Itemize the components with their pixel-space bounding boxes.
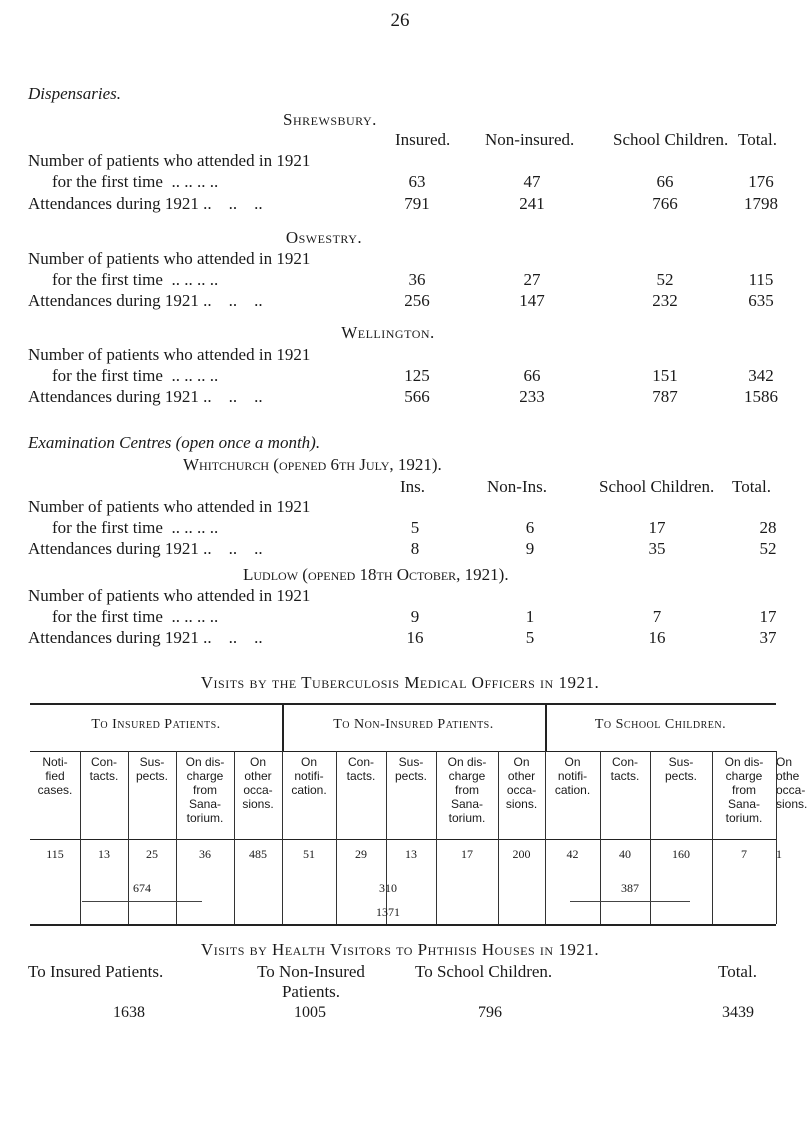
col-total: Total.	[732, 477, 771, 496]
shrewsbury-title: Shrewsbury.	[283, 110, 377, 129]
rule	[30, 703, 776, 705]
value-cell: 176	[748, 172, 774, 191]
section-title: Dispensaries.	[28, 84, 122, 103]
col-non-insured: Non-insured.	[485, 130, 575, 149]
hv-col: To School Children.	[415, 962, 553, 981]
value-cell: 342	[748, 366, 774, 385]
value-cell: 47	[523, 172, 541, 191]
column-header: On other occa- sions.	[242, 755, 274, 811]
hv-value: 3439	[722, 1004, 754, 1021]
col-total: Total.	[738, 130, 777, 149]
value-cell: 17	[759, 607, 777, 626]
column-rule	[498, 751, 499, 924]
value-cell: 35	[648, 539, 666, 558]
table-cell: 13	[405, 847, 417, 861]
column-rule	[545, 751, 546, 924]
row-label: Number of patients who attended in 1921	[28, 586, 311, 605]
table-cell: 17	[461, 847, 473, 861]
row-label: for the first time .. .. .. ..	[52, 172, 219, 191]
table-cell: 485	[249, 847, 267, 861]
subtotal-brace	[82, 897, 202, 902]
value-cell: 256	[404, 291, 430, 310]
column-header: Sus- pects.	[394, 755, 427, 783]
table-cell: 25	[146, 847, 158, 861]
group-insured: To Insured Patients.	[91, 717, 221, 732]
value-cell: 5	[410, 518, 420, 537]
subtotal-school: 387	[621, 881, 639, 895]
value-cell: 635	[748, 291, 774, 310]
table-cell: 36	[199, 847, 211, 861]
value-cell: 566	[404, 387, 430, 406]
value-cell: 16	[406, 628, 424, 647]
value-cell: 9	[410, 607, 420, 626]
table-cell: 7	[741, 847, 747, 861]
value-cell: 5	[525, 628, 535, 647]
health-visitors-title: Visits by Health Visitors to Phthisis Houses in 1921.	[200, 940, 600, 959]
hv-col: To Insured Patients.	[28, 962, 164, 981]
whitchurch-title: Whitchurch (opened 6th July, 1921).	[183, 455, 442, 474]
visits-table: To Insured Patients. To Non-Insured Patients. To School Children. Noti- fied cases. 115 Con- tacts. 13 Sus- pects. 25 On dis- charge from Sana- torium. 36 On other occa- sions. 485 On notifi- cation. 51 Con- tacts. 29 Sus- pects. 13 On dis- charge from Sana- torium. 17 On other occa- sions. 200 On notifi- cation. 42 Con- tacts. 40 Sus- pects. 160 On dis- charge from Sana- torium. 7 On othe occa- sions. 1 674 310 387 1371	[30, 703, 776, 927]
value-cell: 36	[408, 270, 426, 289]
column-header: Con- tacts.	[346, 755, 376, 783]
col-school-children: School Children.	[599, 477, 715, 496]
value-cell: 1798	[744, 194, 778, 213]
table-cell: 29	[355, 847, 367, 861]
subtotal-insured: 674	[133, 881, 151, 895]
column-header: On notifi- cation.	[554, 755, 591, 797]
value-cell: 9	[525, 539, 535, 558]
value-cell: 6	[525, 518, 535, 537]
row-label: Attendances during 1921 .. .. ..	[28, 628, 263, 647]
table-cell: 40	[619, 847, 631, 861]
column-rule	[336, 751, 337, 924]
wellington-title: Wellington.	[341, 323, 435, 342]
row-label: Attendances during 1921 .. .. ..	[28, 539, 263, 558]
value-cell: 66	[656, 172, 674, 191]
row-label: Number of patients who attended in 1921	[28, 249, 311, 268]
ludlow-title: Ludlow (opened 18th October, 1921).	[243, 565, 509, 584]
table-cell: 42	[566, 847, 579, 861]
row-label: for the first time .. .. .. ..	[52, 270, 219, 289]
value-cell: 27	[523, 270, 541, 289]
row-label: for the first time .. .. .. ..	[52, 518, 219, 537]
value-cell: 766	[652, 194, 678, 213]
grand-total: 1371	[376, 905, 400, 919]
table-cell: 13	[98, 847, 110, 861]
column-header: On dis- charge from Sana- torium.	[724, 755, 764, 825]
column-rule	[234, 751, 235, 924]
column-header: On dis- charge from Sana- torium.	[447, 755, 487, 825]
exam-title: Examination Centres (open once a month).	[28, 433, 321, 452]
value-cell: 151	[652, 366, 678, 385]
oswestry-title: Oswestry.	[285, 228, 363, 247]
row-label: Number of patients who attended in 1921	[28, 345, 311, 364]
column-header: Sus- pects.	[664, 755, 697, 783]
group-non-insured: To Non-Insured Patients.	[333, 717, 494, 732]
table-cell: 200	[512, 847, 531, 861]
value-cell: 66	[523, 366, 541, 385]
visits-title: Visits by the Tuberculosis Medical Officers in 1921.	[200, 673, 600, 692]
column-rule	[386, 751, 387, 924]
row-label: Number of patients who attended in 1921	[28, 497, 311, 516]
subtotal-brace	[570, 897, 690, 902]
column-rule	[282, 751, 283, 924]
column-header: Con- tacts.	[610, 755, 640, 783]
subtotal-non-insured: 310	[379, 881, 397, 895]
value-cell: 1	[525, 607, 535, 626]
value-cell: 233	[519, 387, 545, 406]
hv-value: 796	[478, 1004, 502, 1021]
value-cell: 52	[656, 270, 674, 289]
hv-value: 1638	[113, 1004, 145, 1021]
column-header: On notifi- cation.	[291, 755, 327, 797]
col-non-ins: Non-Ins.	[487, 477, 547, 496]
table-cell: 115	[46, 847, 64, 861]
row-label: Number of patients who attended in 1921	[28, 151, 311, 170]
column-header: Noti- fied cases.	[37, 755, 73, 797]
page-number: 26	[390, 10, 410, 31]
value-cell: 52	[759, 539, 777, 558]
row-label: Attendances during 1921 .. .. ..	[28, 387, 263, 406]
value-cell: 17	[648, 518, 666, 537]
row-label: for the first time .. .. .. ..	[52, 607, 219, 626]
value-cell: 791	[404, 194, 430, 213]
column-header: On other occa- sions.	[505, 755, 538, 811]
value-cell: 7	[652, 607, 662, 626]
row-label: Attendances during 1921 .. .. ..	[28, 291, 263, 310]
group-school-children: To School Children.	[594, 717, 727, 732]
value-cell: 28	[759, 518, 777, 537]
column-rule	[436, 751, 437, 924]
column-header: Sus- pects.	[135, 755, 168, 783]
row-label: for the first time .. .. .. ..	[52, 366, 219, 385]
table-cell: 160	[672, 847, 690, 861]
value-cell: 63	[408, 172, 426, 191]
col-ins: Ins.	[400, 477, 426, 496]
column-rule	[80, 751, 81, 924]
value-cell: 16	[648, 628, 666, 647]
column-rule	[776, 751, 777, 924]
value-cell: 241	[519, 194, 545, 213]
value-cell: 37	[759, 628, 777, 647]
value-cell: 147	[519, 291, 545, 310]
hv-col: Total.	[718, 962, 757, 981]
row-label: Attendances during 1921 .. .. ..	[28, 194, 263, 213]
rule	[30, 839, 776, 840]
table-cell: 51	[303, 847, 315, 861]
value-cell: 8	[410, 539, 420, 558]
value-cell: 125	[404, 366, 430, 385]
hv-value: 1005	[294, 1004, 326, 1021]
value-cell: 1586	[744, 387, 778, 406]
column-header: On dis- charge from Sana- torium.	[185, 755, 225, 825]
hv-col: To Non-Insured Patients.	[257, 962, 365, 1001]
rule	[30, 751, 776, 752]
value-cell: 232	[652, 291, 678, 310]
col-school-children: School Children.	[613, 130, 729, 149]
rule	[30, 924, 776, 926]
value-cell: 115	[748, 270, 774, 289]
column-header: Con- tacts.	[89, 755, 119, 783]
value-cell: 787	[652, 387, 678, 406]
column-rule	[712, 751, 713, 924]
col-insured: Insured.	[395, 130, 451, 149]
